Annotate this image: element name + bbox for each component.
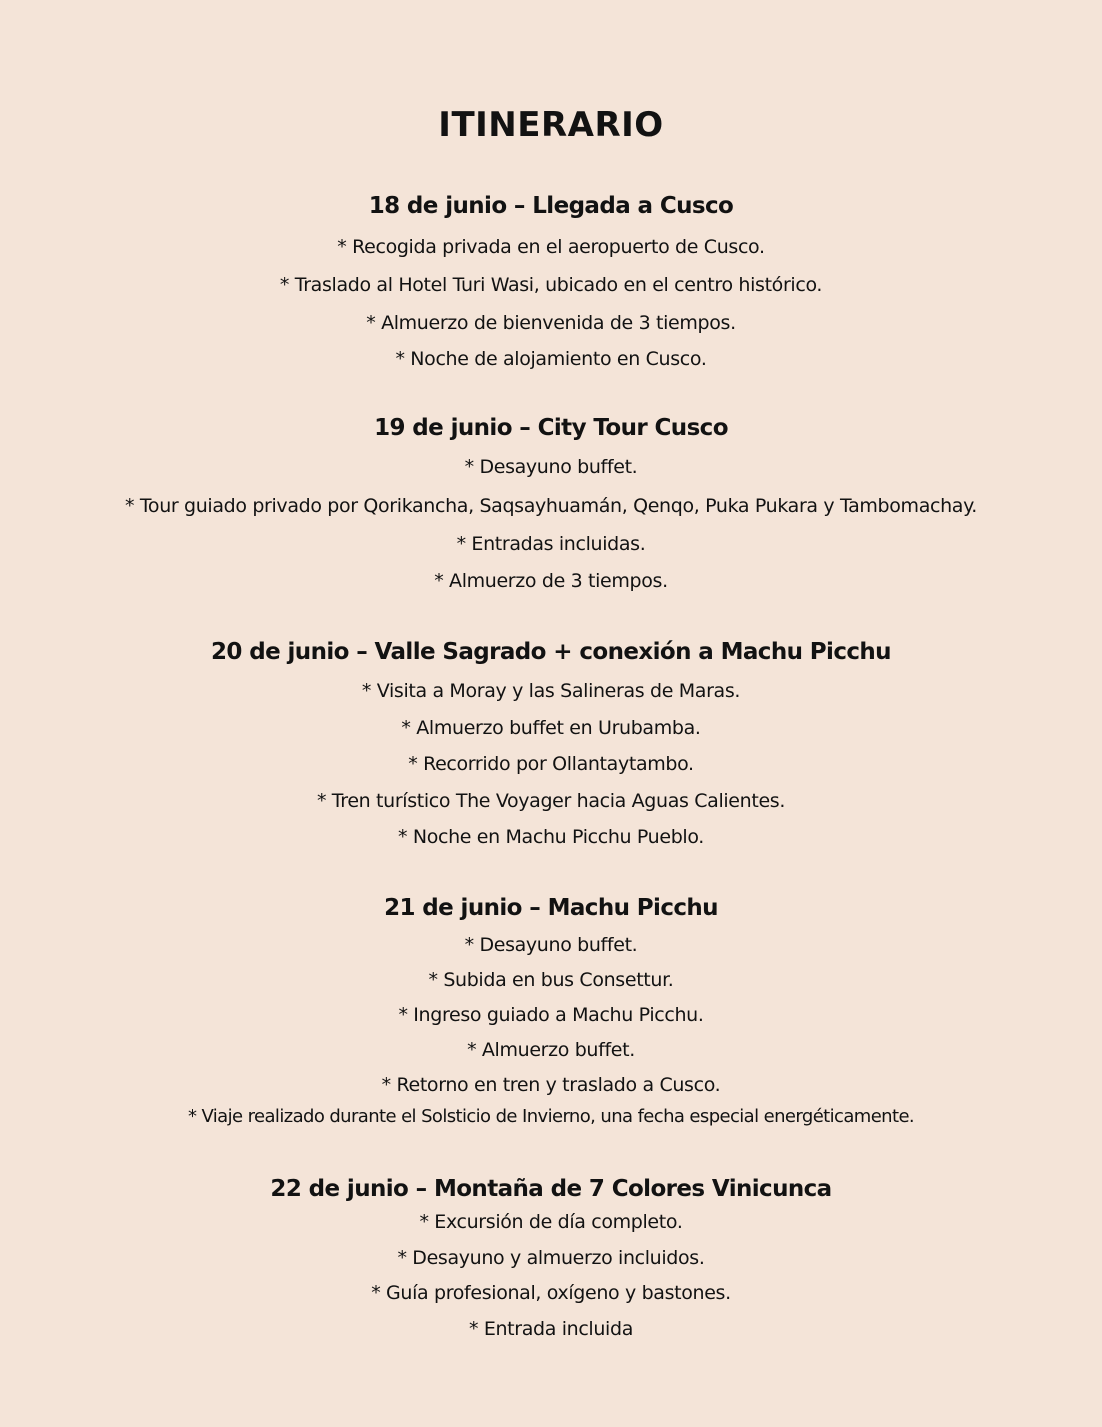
list-item: * Desayuno y almuerzo incluidos. [397, 1247, 705, 1269]
list-item: * Almuerzo buffet en Urubamba. [401, 717, 701, 739]
list-item: * Noche de alojamiento en Cusco. [395, 348, 707, 370]
list-item: * Entradas incluidas. [456, 533, 646, 555]
day-heading-20-junio: 20 de junio – Valle Sagrado + conexión a Machu Picchu [211, 639, 891, 665]
list-item: * Desayuno buffet. [464, 456, 638, 478]
day-heading-21-junio: 21 de junio – Machu Picchu [384, 895, 718, 921]
list-item: * Tren turístico The Voyager hacia Aguas Calientes. [316, 790, 786, 812]
list-item: * Excursión de día completo. [419, 1211, 683, 1233]
list-item: * Noche en Machu Picchu Pueblo. [398, 826, 704, 848]
list-item: * Retorno en tren y traslado a Cusco. [381, 1074, 721, 1096]
day-heading-22-junio: 22 de junio – Montaña de 7 Colores Vinicunca [270, 1176, 832, 1202]
list-item: * Almuerzo de bienvenida de 3 tiempos. [366, 312, 736, 334]
list-item: * Guía profesional, oxígeno y bastones. [371, 1282, 731, 1304]
list-item: * Desayuno buffet. [464, 934, 638, 956]
list-item: * Almuerzo de 3 tiempos. [434, 570, 668, 592]
list-item: * Viaje realizado durante el Solsticio de Invierno, una fecha especial energéticamente. [187, 1106, 915, 1127]
list-item: * Entrada incluida [468, 1318, 633, 1340]
list-item: * Ingreso guiado a Machu Picchu. [398, 1004, 704, 1026]
list-item: * Recorrido por Ollantaytambo. [408, 753, 694, 775]
list-item: * Almuerzo buffet. [467, 1039, 635, 1061]
page-title: ITINERARIO [438, 105, 664, 145]
day-heading-19-junio: 19 de junio – City Tour Cusco [374, 415, 728, 441]
day-heading-18-junio: 18 de junio – Llegada a Cusco [368, 193, 734, 219]
list-item: * Subida en bus Consettur. [428, 969, 674, 991]
list-item: * Recogida privada en el aeropuerto de Cusco. [337, 236, 765, 258]
list-item: * Tour guiado privado por Qorikancha, Saqsayhuamán, Qenqo, Puka Pukara y Tambomachay. [125, 495, 977, 517]
list-item: * Visita a Moray y las Salineras de Maras. [361, 680, 741, 702]
list-item: * Traslado al Hotel Turi Wasi, ubicado en el centro histórico. [279, 274, 823, 296]
